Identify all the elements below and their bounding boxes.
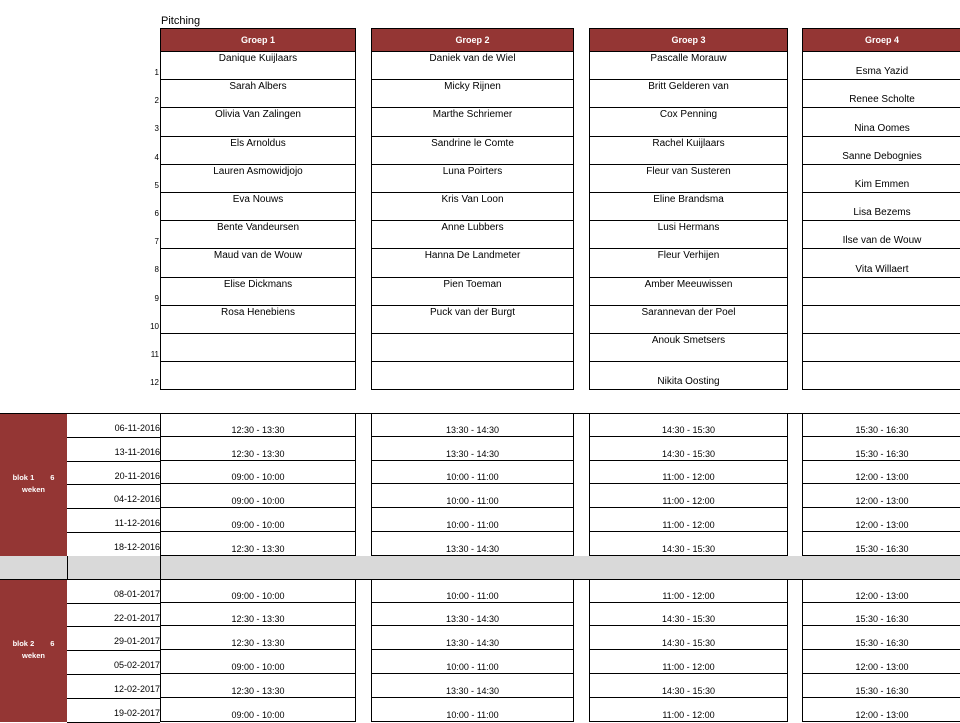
member-cell	[802, 278, 960, 306]
row-number: 10	[150, 321, 159, 331]
session-date: 29-01-2017	[113, 636, 160, 647]
time-slot: 11:00 - 12:00	[589, 650, 788, 674]
member-cell: Britt Gelderen van	[589, 80, 788, 108]
grid-line	[67, 698, 160, 699]
member-cell: Rachel Kuijlaars	[589, 137, 788, 165]
time-slot: 11:00 - 12:00	[589, 484, 788, 508]
member-cell: Luna Poirters	[371, 165, 574, 193]
member-cell: Lusi Hermans	[589, 221, 788, 249]
row-number: 6	[154, 209, 159, 218]
session-date: 08-01-2017	[113, 588, 160, 599]
time-slot: 15:30 - 16:30	[802, 674, 960, 698]
member-cell: Fleur Verhijen	[589, 249, 788, 277]
row-number: 3	[154, 124, 159, 134]
row-number: 1	[154, 68, 159, 77]
member-cell: Renee Scholte	[802, 80, 960, 108]
grid-line	[67, 626, 160, 627]
group-header: Groep 1	[160, 28, 356, 52]
member-cell: Eva Nouws	[160, 193, 356, 221]
time-slot: 12:00 - 13:00	[802, 484, 960, 508]
member-cell: Fleur van Susteren	[589, 165, 788, 193]
session-date: 05-02-2017	[113, 660, 160, 671]
time-slot: 09:00 - 10:00	[160, 484, 356, 508]
time-slot: 12:00 - 13:00	[802, 461, 960, 485]
row-number: 7	[154, 237, 159, 247]
grid-line	[67, 532, 160, 533]
sheet-title: Pitching	[161, 15, 201, 27]
time-slot: 10:00 - 11:00	[371, 508, 574, 532]
group-header: Groep 3	[589, 28, 788, 52]
member-cell: Kim Emmen	[802, 165, 960, 193]
member-cell: Esma Yazid	[802, 52, 960, 80]
session-date: 20-11-2016	[114, 470, 160, 481]
time-slot: 12:30 - 13:30	[160, 413, 356, 437]
grid-line	[67, 508, 160, 509]
time-slot: 15:30 - 16:30	[802, 437, 960, 461]
grid-line	[0, 579, 960, 580]
time-slot: 13:30 - 14:30	[371, 674, 574, 698]
time-slot: 09:00 - 10:00	[160, 579, 356, 603]
member-cell: Kris Van Loon	[371, 193, 574, 221]
time-slot: 12:00 - 13:00	[802, 579, 960, 603]
time-slot: 11:00 - 12:00	[589, 698, 788, 722]
member-cell: Sandrine le Comte	[371, 137, 574, 165]
time-slot: 12:30 - 13:30	[160, 626, 356, 650]
member-cell	[802, 334, 960, 362]
member-cell: Amber Meeuwissen	[589, 278, 788, 306]
time-slot: 14:30 - 15:30	[589, 626, 788, 650]
member-cell	[802, 362, 960, 390]
block-weeks-label: weken	[22, 651, 45, 661]
block-weeks: 6	[50, 639, 55, 649]
time-slot: 11:00 - 12:00	[589, 461, 788, 485]
row-number: 2	[154, 96, 159, 106]
time-slot: 12:30 - 13:30	[160, 603, 356, 627]
session-date: 12-02-2017	[113, 684, 160, 694]
block-weeks: 6	[50, 473, 55, 483]
block-name: blok 1	[12, 473, 35, 483]
member-cell: Sarah Albers	[160, 80, 356, 108]
member-cell: Lisa Bezems	[802, 193, 960, 221]
member-cell	[160, 362, 356, 390]
row-number: 12	[150, 378, 159, 388]
time-slot: 10:00 - 11:00	[371, 650, 574, 674]
member-cell: Eline Brandsma	[589, 193, 788, 221]
time-slot: 12:00 - 13:00	[802, 508, 960, 532]
time-slot: 14:30 - 15:30	[589, 603, 788, 627]
member-cell	[802, 306, 960, 334]
grid-line	[0, 413, 960, 414]
time-slot: 12:30 - 13:30	[160, 532, 356, 556]
member-cell: Danique Kuijlaars	[160, 52, 356, 80]
member-cell: Pien Toeman	[371, 278, 574, 306]
grid-line	[67, 437, 160, 438]
row-number: 5	[154, 180, 159, 190]
member-cell: Maud van de Wouw	[160, 249, 356, 277]
block-name: blok 2	[12, 639, 35, 649]
member-cell	[160, 334, 356, 362]
grid-line	[67, 484, 160, 485]
time-slot: 13:30 - 14:30	[371, 437, 574, 461]
group-header: Groep 2	[371, 28, 574, 52]
member-cell: Ilse van de Wouw	[802, 221, 960, 249]
member-cell: Cox Penning	[589, 108, 788, 136]
time-slot: 09:00 - 10:00	[160, 698, 356, 722]
session-date: 19-02-2017	[113, 707, 160, 718]
member-cell: Sarannevan der Poel	[589, 306, 788, 334]
row-number: 9	[154, 293, 159, 303]
time-slot: 13:30 - 14:30	[371, 413, 574, 437]
time-slot: 10:00 - 11:00	[371, 698, 574, 722]
member-cell: Pascalle Morauw	[589, 52, 788, 80]
member-cell: Nina Oomes	[802, 108, 960, 136]
member-cell: Elise Dickmans	[160, 278, 356, 306]
grid-line	[67, 556, 68, 579]
time-slot: 15:30 - 16:30	[802, 532, 960, 556]
block-label	[0, 638, 67, 662]
member-cell: Els Arnoldus	[160, 137, 356, 165]
session-date: 13-11-2016	[114, 446, 160, 457]
time-slot: 12:30 - 13:30	[160, 437, 356, 461]
grid-line	[67, 603, 160, 604]
time-slot: 10:00 - 11:00	[371, 484, 574, 508]
member-cell: Marthe Schriemer	[371, 108, 574, 136]
member-cell	[371, 334, 574, 362]
member-cell: Hanna De Landmeter	[371, 249, 574, 277]
member-cell: Vita Willaert	[802, 249, 960, 277]
time-slot: 12:00 - 13:00	[802, 650, 960, 674]
block-weeks-label: weken	[22, 485, 45, 495]
separator-row	[0, 556, 960, 579]
time-slot: 15:30 - 16:30	[802, 626, 960, 650]
member-cell: Anne Lubbers	[371, 221, 574, 249]
grid-line	[67, 674, 160, 675]
member-cell: Olivia Van Zalingen	[160, 108, 356, 136]
member-cell: Sanne Debognies	[802, 137, 960, 165]
session-date: 22-01-2017	[113, 612, 160, 623]
time-slot: 14:30 - 15:30	[589, 532, 788, 556]
time-slot: 09:00 - 10:00	[160, 508, 356, 532]
time-slot: 10:00 - 11:00	[371, 461, 574, 485]
session-date: 06-11-2016	[114, 423, 160, 433]
time-slot: 13:30 - 14:30	[371, 532, 574, 556]
time-slot: 10:00 - 11:00	[371, 579, 574, 603]
row-number: 4	[154, 152, 159, 162]
time-slot: 11:00 - 12:00	[589, 579, 788, 603]
grid-line	[67, 722, 160, 723]
time-slot: 14:30 - 15:30	[589, 437, 788, 461]
time-slot: 12:00 - 13:00	[802, 698, 960, 722]
member-cell: Rosa Henebiens	[160, 306, 356, 334]
session-date: 04-12-2016	[113, 494, 160, 505]
row-number: 11	[150, 350, 159, 359]
member-cell: Nikita Oosting	[589, 362, 788, 390]
grid-line	[67, 650, 160, 651]
member-cell: Micky Rijnen	[371, 80, 574, 108]
grid-line	[67, 461, 160, 462]
time-slot: 13:30 - 14:30	[371, 626, 574, 650]
session-date: 18-12-2016	[113, 542, 160, 552]
time-slot: 09:00 - 10:00	[160, 461, 356, 485]
row-number: 8	[154, 265, 159, 275]
session-date: 11-12-2016	[114, 518, 160, 529]
time-slot: 15:30 - 16:30	[802, 413, 960, 437]
member-cell	[371, 362, 574, 390]
time-slot: 12:30 - 13:30	[160, 674, 356, 698]
time-slot: 14:30 - 15:30	[589, 674, 788, 698]
time-slot: 09:00 - 10:00	[160, 650, 356, 674]
grid-line	[160, 556, 161, 579]
member-cell: Anouk Smetsers	[589, 334, 788, 362]
block-label	[0, 472, 67, 496]
time-slot: 14:30 - 15:30	[589, 413, 788, 437]
member-cell: Daniek van de Wiel	[371, 52, 574, 80]
member-cell: Bente Vandeursen	[160, 221, 356, 249]
time-slot: 15:30 - 16:30	[802, 603, 960, 627]
time-slot: 11:00 - 12:00	[589, 508, 788, 532]
time-slot: 13:30 - 14:30	[371, 603, 574, 627]
group-header: Groep 4	[802, 28, 960, 52]
member-cell: Lauren Asmowidjojo	[160, 165, 356, 193]
member-cell: Puck van der Burgt	[371, 306, 574, 334]
